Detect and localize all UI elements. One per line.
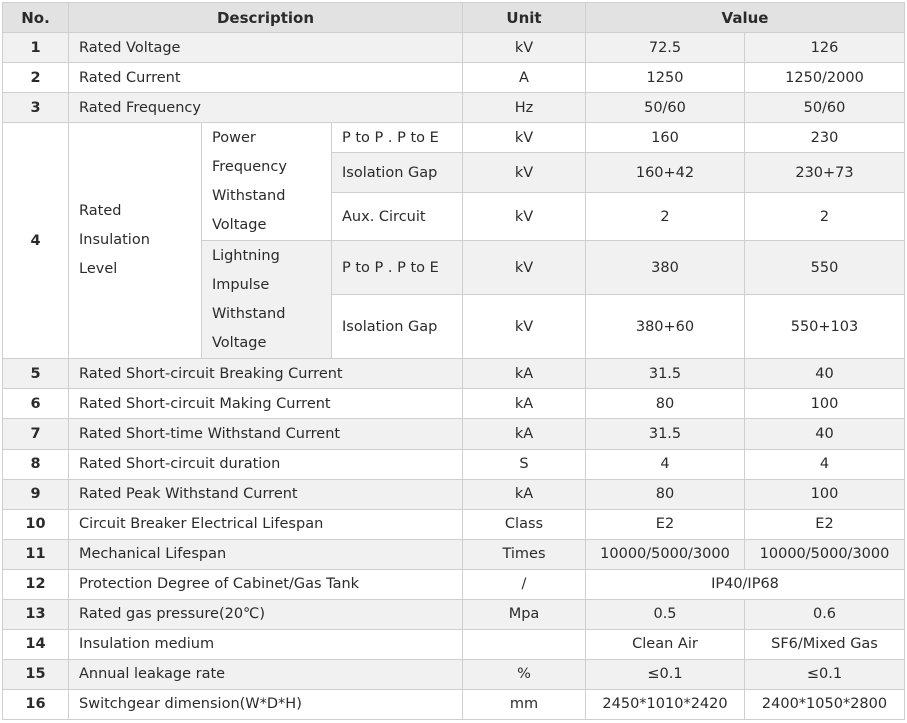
insulation-value-1: 160+42 [586,153,745,193]
table-row [3,629,905,659]
table-row [3,659,905,689]
table-row [3,479,905,509]
insulation-unit: kV [463,295,586,359]
row-number: 7 [3,419,69,449]
insulation-unit: kV [463,153,586,193]
row-value-1: 2450*1010*2420 [586,689,745,719]
row-number: 12 [3,569,69,599]
row-unit: Class [463,509,586,539]
row-value-1: 50/60 [586,93,745,123]
power-frequency-label: Power Frequency Withstand Voltage [202,123,332,241]
table-row [3,689,905,719]
row-value-2: 126 [745,33,905,63]
insulation-value-1: 160 [586,123,745,153]
row-value-1: 80 [586,389,745,419]
row-unit: S [463,449,586,479]
row-number: 3 [3,93,69,123]
row-value-2: 1250/2000 [745,63,905,93]
table-row [3,419,905,449]
lightning-impulse-label: Lightning Impulse Withstand Voltage [202,241,332,359]
insulation-value-1: 2 [586,193,745,241]
row-number: 11 [3,539,69,569]
header-description: Description [69,3,463,33]
row-description: Rated Frequency [69,93,463,123]
table-row [3,93,905,123]
spec-table [2,2,905,720]
row-value-2: 40 [745,419,905,449]
row-value-2: 0.6 [745,599,905,629]
insulation-sub-label: Aux. Circuit [332,193,463,241]
row-description: Mechanical Lifespan [69,539,463,569]
row-description: Insulation medium [69,629,463,659]
row-value-merged: IP40/IP68 [586,569,905,599]
row-description: Rated Peak Withstand Current [69,479,463,509]
row-unit: mm [463,689,586,719]
row-description: Protection Degree of Cabinet/Gas Tank [69,569,463,599]
table-row [3,449,905,479]
table-row [3,599,905,629]
row-description: Rated Short-time Withstand Current [69,419,463,449]
row-value-2: 4 [745,449,905,479]
row-number: 6 [3,389,69,419]
row-number: 16 [3,689,69,719]
header-unit: Unit [463,3,586,33]
row-number: 13 [3,599,69,629]
row-description: Switchgear dimension(W*D*H) [69,689,463,719]
row-value-2: 100 [745,389,905,419]
row-description: Rated Short-circuit duration [69,449,463,479]
insulation-value-2: 230 [745,123,905,153]
row-value-1: 31.5 [586,419,745,449]
row-value-1: ≤0.1 [586,659,745,689]
row-number: 2 [3,63,69,93]
row-description: Rated Current [69,63,463,93]
row-description: Circuit Breaker Electrical Lifespan [69,509,463,539]
table-row [3,33,905,63]
header-no: No. [3,3,69,33]
insulation-value-2: 550+103 [745,295,905,359]
row-value-1: 80 [586,479,745,509]
row-description: Annual leakage rate [69,659,463,689]
row-number: 10 [3,509,69,539]
row-unit: kA [463,359,586,389]
row-unit: kV [463,33,586,63]
row-unit: kA [463,479,586,509]
header-row [3,3,905,33]
table-row [3,389,905,419]
row-value-1: 72.5 [586,33,745,63]
row-unit: / [463,569,586,599]
insulation-unit: kV [463,123,586,153]
insulation-value-2: 2 [745,193,905,241]
table-row [3,509,905,539]
table-row [3,359,905,389]
row-number: 9 [3,479,69,509]
insulation-sub-label: Isolation Gap [332,153,463,193]
insulation-value-1: 380+60 [586,295,745,359]
insulation-row [3,123,905,153]
row-value-2: 50/60 [745,93,905,123]
table-row [3,569,905,599]
table-row [3,63,905,93]
insulation-unit: kV [463,193,586,241]
row-value-1: 1250 [586,63,745,93]
row-value-1: 10000/5000/3000 [586,539,745,569]
insulation-label: Rated Insulation Level [69,123,202,359]
row-number: 8 [3,449,69,479]
row-value-1: 31.5 [586,359,745,389]
row-unit: Hz [463,93,586,123]
table-row [3,539,905,569]
row-number: 5 [3,359,69,389]
header-value: Value [586,3,905,33]
row-value-1: 4 [586,449,745,479]
row-value-2: 2400*1050*2800 [745,689,905,719]
insulation-sub-label: P to P . P to E [332,123,463,153]
row-description: Rated Short-circuit Breaking Current [69,359,463,389]
row-description: Rated gas pressure(20℃) [69,599,463,629]
row-number: 1 [3,33,69,63]
row-value-2: 40 [745,359,905,389]
row-value-2: ≤0.1 [745,659,905,689]
row-unit [463,629,586,659]
insulation-value-1: 380 [586,241,745,295]
row-number: 14 [3,629,69,659]
row-unit: kA [463,419,586,449]
row-value-2: 10000/5000/3000 [745,539,905,569]
row-unit: Mpa [463,599,586,629]
row-unit: A [463,63,586,93]
insulation-sub-label: Isolation Gap [332,295,463,359]
insulation-number: 4 [3,123,69,359]
row-number: 15 [3,659,69,689]
row-value-1: Clean Air [586,629,745,659]
row-value-1: E2 [586,509,745,539]
insulation-value-2: 550 [745,241,905,295]
row-value-1: 0.5 [586,599,745,629]
row-description: Rated Voltage [69,33,463,63]
row-unit: Times [463,539,586,569]
row-value-2: 100 [745,479,905,509]
row-unit: % [463,659,586,689]
insulation-value-2: 230+73 [745,153,905,193]
row-description: Rated Short-circuit Making Current [69,389,463,419]
insulation-unit: kV [463,241,586,295]
row-unit: kA [463,389,586,419]
insulation-sub-label: P to P . P to E [332,241,463,295]
row-value-2: E2 [745,509,905,539]
row-value-2: SF6/Mixed Gas [745,629,905,659]
